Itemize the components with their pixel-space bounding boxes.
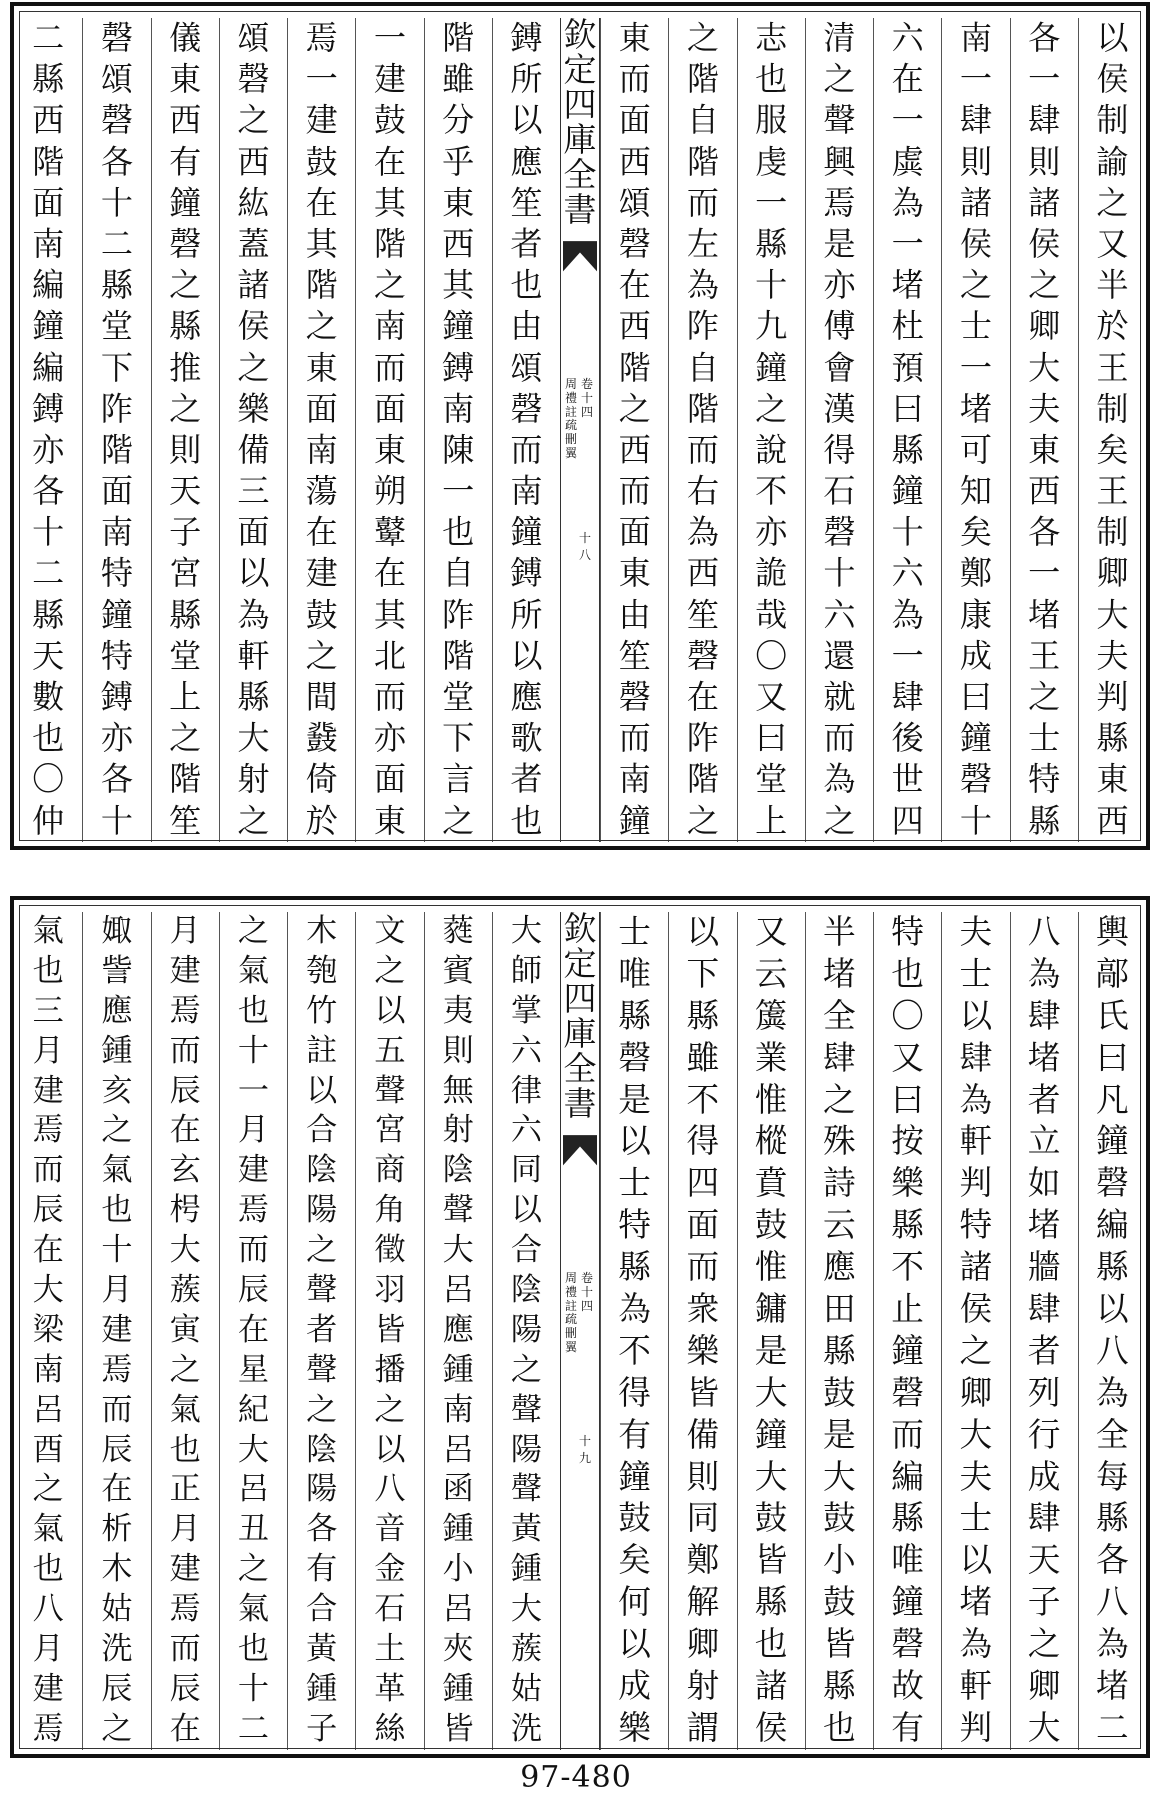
text-column: 八 為 肆 堵 者 立 如 堵 牆 肆 者 列 行 成 肆 天 子 之 卿 大 [1010, 912, 1078, 1750]
text-column: 夫 士 以 肆 為 軒 判 特 諸 侯 之 卿 大 夫 士 以 堵 為 軒 判 [941, 912, 1009, 1750]
text-column: 半 堵 全 肆 之 殊 詩 云 應 田 縣 鼓 是 大 鼓 小 鼓 皆 縣 也 [805, 912, 873, 1750]
text-column: 鎛 所 以 應 笙 者 也 由 頌 磬 而 南 鐘 鎛 所 以 應 歌 者 也 [492, 18, 560, 842]
volume-label: 卷 十 四 [581, 377, 594, 419]
text-column: 以 侯 制 諭 之 又 半 於 王 制 矣 王 制 卿 大 夫 判 縣 東 西 [1078, 18, 1146, 842]
top-page [10, 2, 1150, 850]
book-title: 周 禮 註 疏 刪 翼 [565, 1271, 578, 1354]
text-column: 蕤 賓 夷 則 無 射 陰 聲 大 呂 應 鍾 南 呂 函 鍾 小 呂 夾 鍾 皆 [424, 912, 492, 1750]
text-column: 又 云 簴 業 惟 樅 賁 鼓 惟 鏞 是 大 鐘 大 鼓 皆 縣 也 諸 侯 [737, 912, 805, 1750]
text-column: 南 一 肆 則 諸 侯 之 士 一 堵 可 知 矣 鄭 康 成 曰 鐘 磬 十 [941, 18, 1009, 842]
text-column: 輿 鄗 氏 曰 凡 鐘 磬 編 縣 以 八 為 全 每 縣 各 八 為 堵 二 [1078, 912, 1146, 1750]
block-heart [560, 15, 600, 842]
block-heart [560, 909, 600, 1750]
text-column: 士 唯 縣 磬 是 以 士 特 縣 為 不 得 有 鐘 鼓 矣 何 以 成 樂 [600, 912, 668, 1750]
text-column: 特 也 〇 又 曰 按 樂 縣 不 止 鐘 磬 而 編 縣 唯 鐘 磬 故 有 [873, 912, 941, 1750]
text-column: 大 師 掌 六 律 六 同 以 合 陰 陽 之 聲 陽 聲 黃 鍾 大 蔟 姑 洗 [492, 912, 560, 1750]
footer-code: 97-480 [520, 1760, 632, 1795]
header-title: 欽 定 四 庫 全 書 [563, 909, 597, 1123]
text-column: 二 縣 西 階 面 南 編 鐘 編 鎛 亦 各 十 二 縣 天 數 也 〇 仲 [32, 19, 65, 840]
text-column: 焉 一 建 鼓 在 其 階 之 東 面 南 蕩 在 建 鼓 之 間 鼗 倚 於 [287, 18, 355, 842]
fishtail-mark [563, 1134, 597, 1174]
text-column: 各 一 肆 則 諸 侯 之 卿 大 夫 東 西 各 一 堵 王 之 士 特 縣 [1010, 18, 1078, 842]
header-title: 欽 定 四 庫 全 書 [563, 15, 597, 229]
text-column: 月 建 焉 而 辰 在 玄 枵 大 蔟 寅 之 氣 也 正 月 建 焉 而 辰 在 [151, 912, 219, 1750]
text-column: 清 之 聲 興 焉 是 亦 傅 會 漢 得 石 磬 十 六 還 就 而 為 之 [805, 18, 873, 842]
book-title: 周 禮 註 疏 刪 翼 [565, 377, 578, 460]
text-column: 以 下 縣 雖 不 得 四 面 而 衆 樂 皆 備 則 同 鄭 解 卿 射 謂 [668, 912, 736, 1750]
text-column: 志 也 服 虔 一 縣 十 九 鐘 之 說 不 亦 詭 哉 〇 又 曰 堂 上 [737, 18, 805, 842]
text-column: 階 雖 分 乎 東 西 其 鐘 鎛 南 陳 一 也 自 阼 階 堂 下 言 之 [424, 18, 492, 842]
text-column: 一 建 鼓 在 其 階 之 南 而 面 東 朔 鼙 在 其 北 而 亦 面 東 [355, 18, 423, 842]
bottom-page [10, 896, 1150, 1758]
text-column: 頌 磬 之 西 紘 蓋 諸 侯 之 樂 備 三 面 以 為 軒 縣 大 射 之 [219, 18, 287, 842]
text-column: 磬 頌 磬 各 十 二 縣 堂 下 阼 階 面 南 特 鐘 特 鎛 亦 各 十 [82, 18, 150, 842]
text-column: 娵 訾 應 鍾 亥 之 氣 也 十 月 建 焉 而 辰 在 析 木 姑 洗 辰 之 [82, 912, 150, 1750]
text-column: 之 階 自 階 而 左 為 阼 自 階 而 右 為 西 笙 磬 在 阼 階 之 [668, 18, 736, 842]
volume-label: 卷 十 四 [581, 1271, 594, 1313]
text-column: 六 在 一 虡 為 一 堵 杜 預 曰 縣 鐘 十 六 為 一 肆 後 世 四 [873, 18, 941, 842]
text-column: 木 匏 竹 註 以 合 陰 陽 之 聲 者 聲 之 陰 陽 各 有 合 黃 鍾 子 [287, 912, 355, 1750]
page-number: 十 九 [579, 1433, 592, 1465]
text-column: 氣 也 三 月 建 焉 而 辰 在 大 梁 南 呂 酉 之 氣 也 八 月 建 焉 [32, 913, 64, 1747]
text-column: 儀 東 西 有 鐘 磬 之 縣 推 之 則 天 子 宮 縣 堂 上 之 階 笙 [151, 18, 219, 842]
text-column: 之 氣 也 十 一 月 建 焉 而 辰 在 星 紀 大 呂 丑 之 氣 也 十 二 [219, 912, 287, 1750]
page-number: 十 八 [579, 530, 592, 562]
fishtail-mark [563, 240, 597, 280]
text-column: 文 之 以 五 聲 宮 商 角 徵 羽 皆 播 之 以 八 音 金 石 土 革 絲 [355, 912, 423, 1750]
text-column: 東 而 面 西 頌 磬 在 西 階 之 西 而 面 東 由 笙 磬 而 南 鐘 [600, 18, 668, 842]
